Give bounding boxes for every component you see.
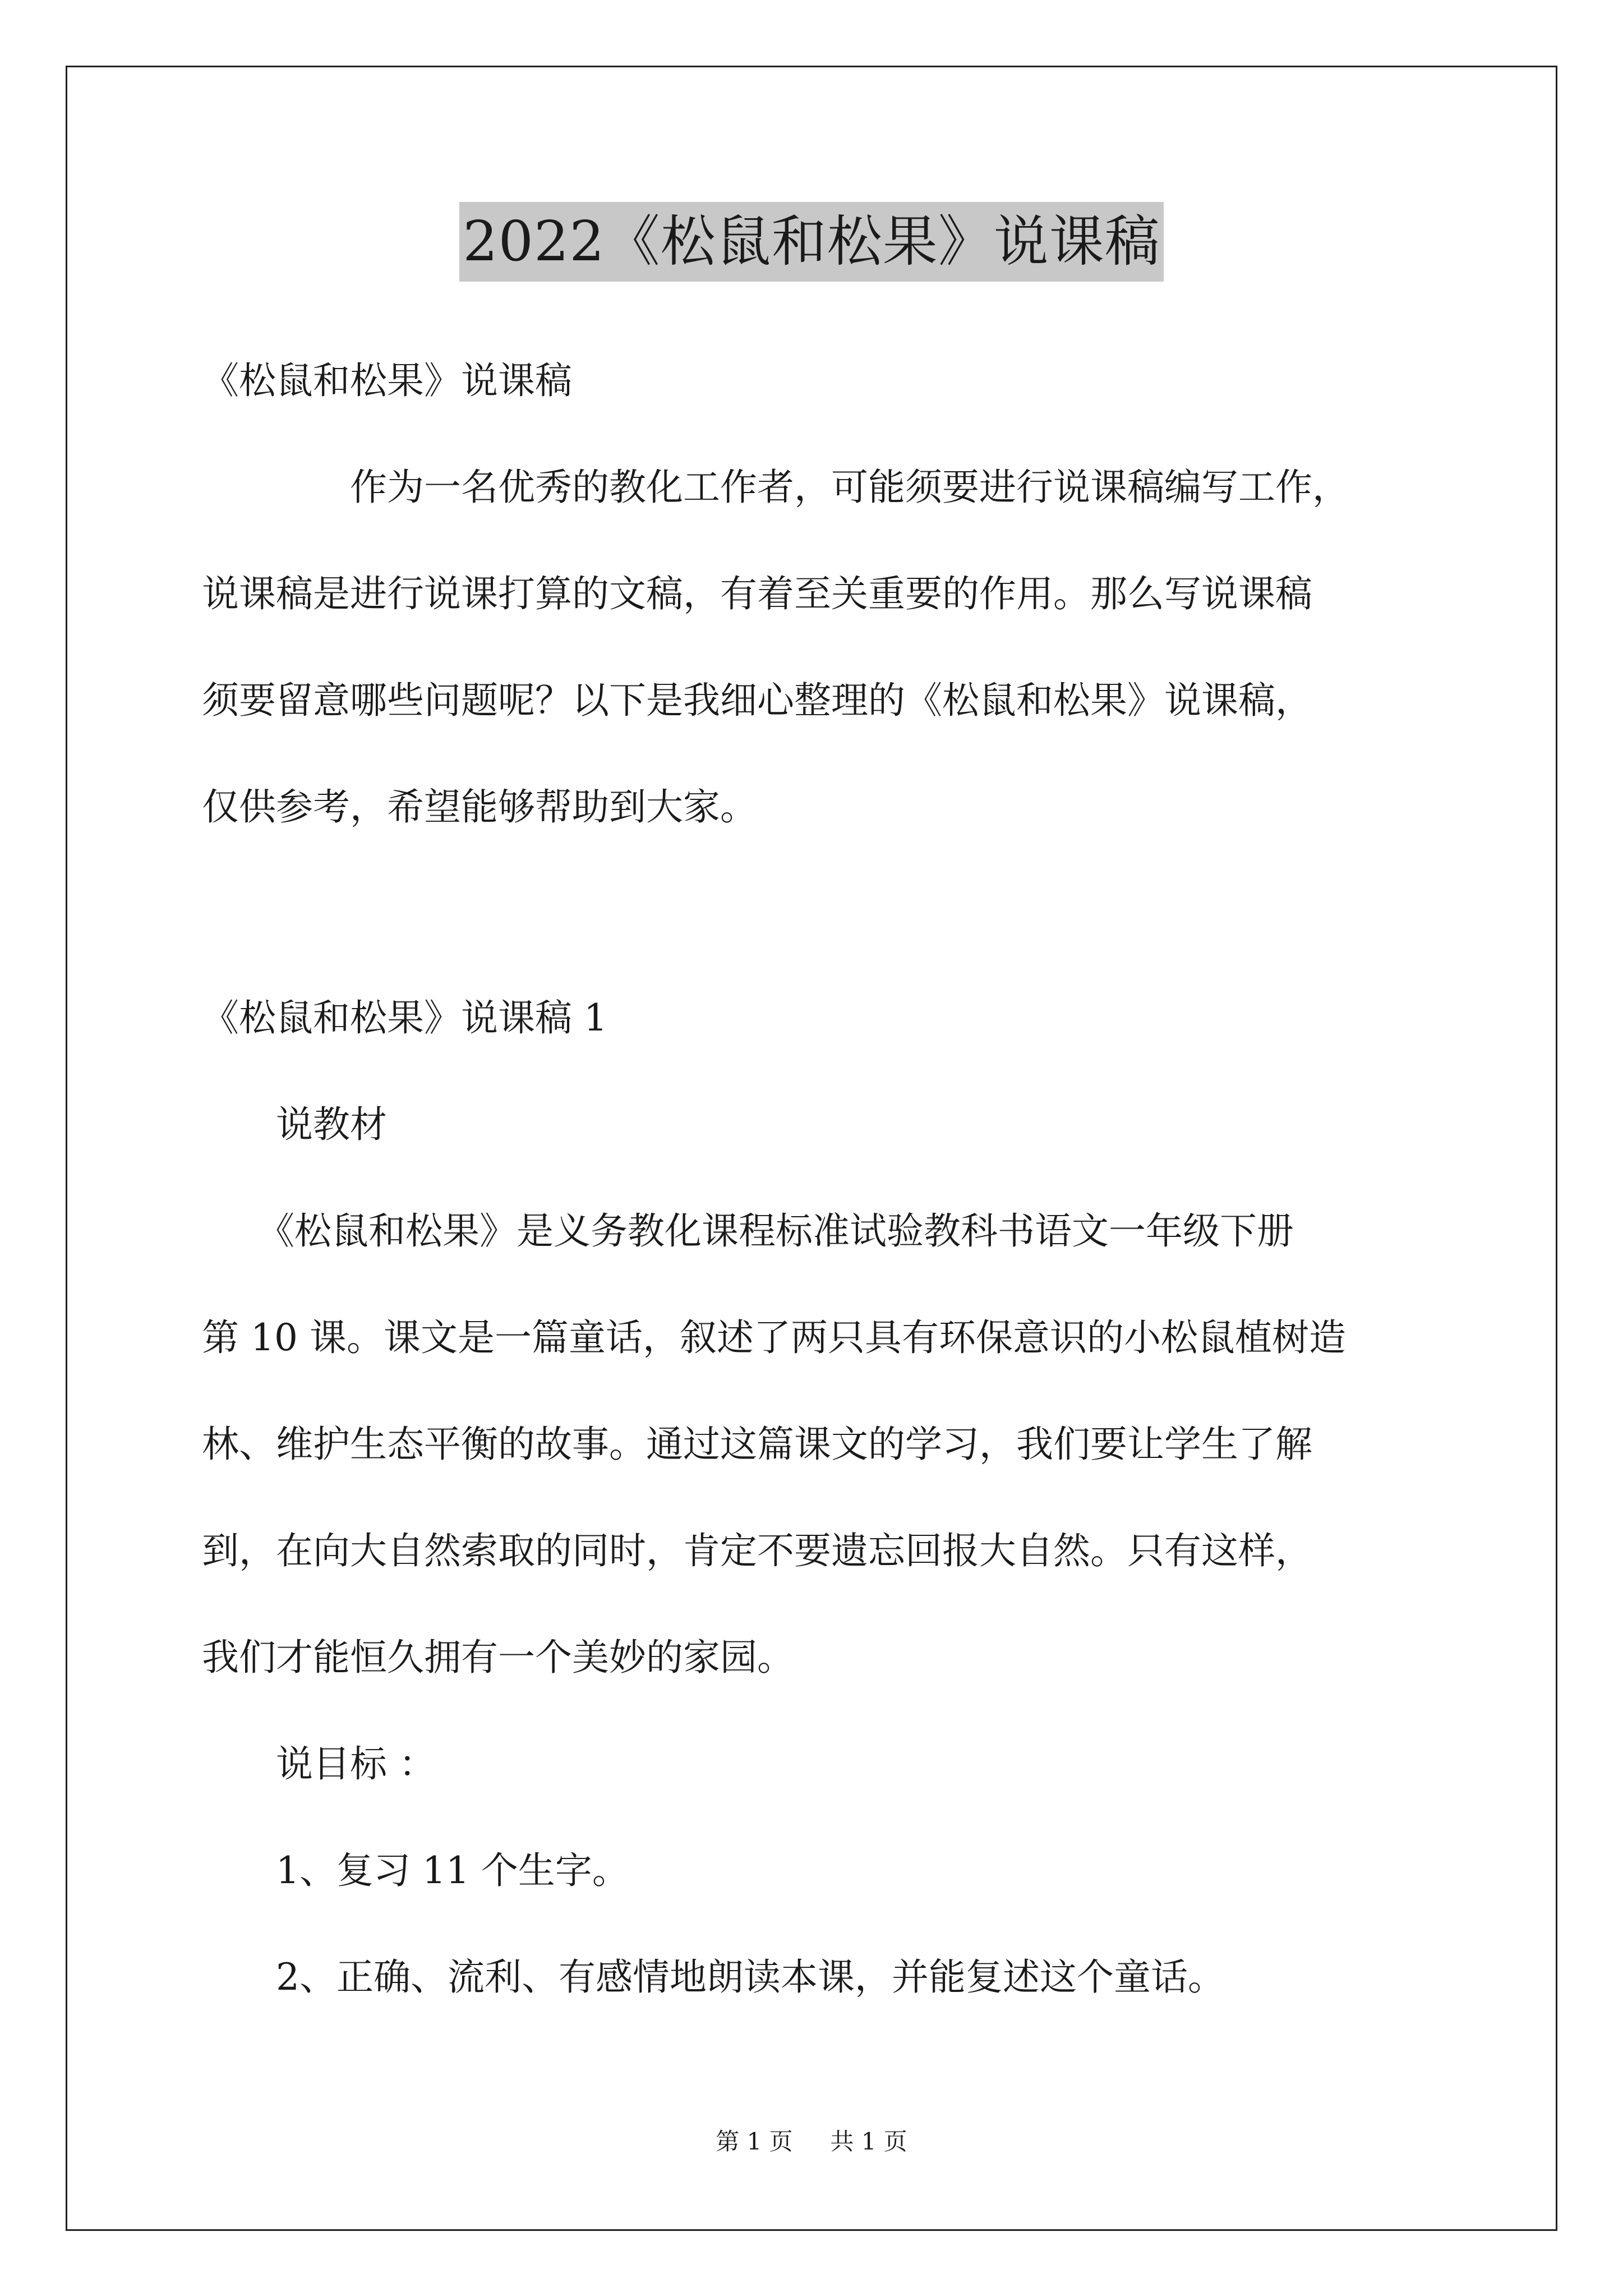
page-number-current: 第 1 页	[716, 2128, 793, 2155]
page-footer	[0, 2125, 1623, 2159]
paragraph-line: 作为一名优秀的教化工作者，可能须要进行说课稿编写工作，	[202, 466, 1349, 509]
paragraph-line: 我们才能恒久拥有一个美妙的家园。	[202, 1636, 794, 1679]
list-item: 1、复习 11 个生字。	[202, 1849, 629, 1892]
paragraph-line: 《松鼠和松果》是义务教化课程标准试验教科书语文一年级下册	[202, 1209, 1294, 1253]
subtitle-line: 《松鼠和松果》说课稿	[202, 359, 572, 402]
page-number-total: 共 1 页	[830, 2128, 907, 2155]
section-heading: 《松鼠和松果》说课稿 1	[202, 996, 607, 1039]
paragraph-line: 说课稿是进行说课打算的文稿，有着至关重要的作用。那么写说课稿	[202, 572, 1312, 615]
paragraph-line: 第 10 课。课文是一篇童话，叙述了两只具有环保意识的小松鼠植树造	[202, 1316, 1346, 1359]
paragraph-line: 到，在向大自然索取的同时，肯定不要遗忘回报大自然。只有这样，	[202, 1529, 1312, 1572]
paragraph-line: 须要留意哪些问题呢？以下是我细心整理的《松鼠和松果》说课稿，	[202, 679, 1312, 722]
section-label: 说目标 ：	[202, 1742, 436, 1786]
title-container	[0, 202, 1623, 282]
paragraph-line: 仅供参考，希望能够帮助到大家。	[202, 785, 757, 829]
section-label: 说教材	[202, 1103, 387, 1146]
paragraph-line: 林、维护生态平衡的故事。通过这篇课文的学习，我们要让学生了解	[202, 1423, 1312, 1466]
document-title: 2022《松鼠和松果》说课稿	[459, 202, 1163, 282]
list-item: 2、正确、流利、有感情地朗读本课，并能复述这个童话。	[202, 1955, 1225, 1999]
